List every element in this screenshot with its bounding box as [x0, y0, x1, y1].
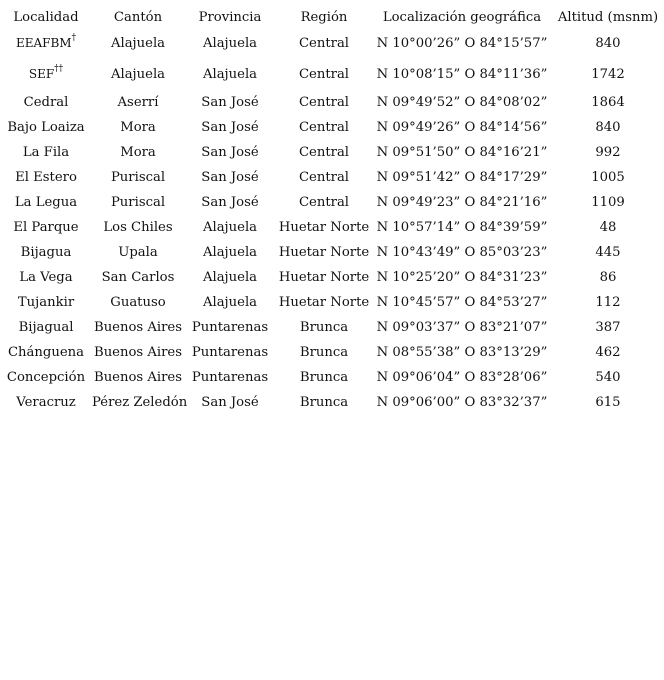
- locality-table: [0, 6, 664, 415]
- cell-region: Brunca: [299, 395, 349, 410]
- cell-altitud: 86: [599, 270, 617, 285]
- cell-canton: Buenos Aires: [94, 345, 182, 360]
- table-row: [0, 59, 664, 90]
- table-row: [0, 290, 664, 315]
- cell-localizacion: N 08°55’38” O 83°13’29”: [376, 345, 548, 360]
- cell-localidad: El Parque: [13, 220, 79, 235]
- cell-canton: Upala: [118, 245, 158, 260]
- cell-canton: Puriscal: [110, 170, 166, 185]
- table-row: [0, 240, 664, 265]
- cell-canton: Alajuela: [110, 67, 166, 82]
- table-row: [0, 365, 664, 390]
- cell-localizacion: N 10°00’26” O 84°15’57”: [376, 36, 548, 51]
- header-region: Región: [300, 9, 348, 25]
- footnote-mark: †: [71, 32, 77, 43]
- cell-region: Central: [298, 67, 350, 82]
- cell-localidad: Veracruz: [16, 395, 76, 410]
- cell-localizacion: N 09°49’26” O 84°14’56”: [376, 120, 548, 135]
- cell-region: Central: [298, 195, 350, 210]
- cell-canton: Alajuela: [110, 36, 166, 51]
- cell-localidad: La Legua: [14, 195, 78, 210]
- cell-provincia: San José: [201, 120, 259, 135]
- cell-localidad: Bijagual: [18, 320, 74, 335]
- cell-canton: Guatuso: [110, 295, 166, 310]
- cell-localizacion: N 10°45’57” O 84°53’27”: [376, 295, 548, 310]
- cell-localidad: Bijagua: [20, 245, 72, 260]
- cell-region: Central: [298, 95, 350, 110]
- header-provincia: Provincia: [198, 9, 262, 25]
- table-row: [0, 140, 664, 165]
- cell-altitud: 1742: [591, 67, 625, 82]
- cell-provincia: Alajuela: [202, 220, 258, 235]
- cell-provincia: Puntarenas: [191, 320, 269, 335]
- cell-provincia: Puntarenas: [191, 370, 269, 385]
- cell-provincia: Alajuela: [202, 270, 258, 285]
- table-row: [0, 115, 664, 140]
- cell-altitud: 1109: [591, 195, 625, 210]
- cell-canton: San Carlos: [101, 270, 175, 285]
- table-row: [0, 190, 664, 215]
- cell-altitud: 48: [599, 220, 617, 235]
- cell-localizacion: N 10°25’20” O 84°31’23”: [376, 270, 548, 285]
- cell-canton: Puriscal: [110, 195, 166, 210]
- cell-localizacion: N 09°06’04” O 83°28’06”: [376, 370, 548, 385]
- cell-localizacion: N 09°06’00” O 83°32’37”: [376, 395, 548, 410]
- cell-region: Huetar Norte: [278, 245, 370, 260]
- cell-provincia: Puntarenas: [191, 345, 269, 360]
- cell-localizacion: N 09°51’42” O 84°17’29”: [376, 170, 548, 185]
- cell-provincia: Alajuela: [202, 295, 258, 310]
- table-header: [0, 6, 664, 28]
- cell-provincia: Alajuela: [202, 36, 258, 51]
- table-row: [0, 390, 664, 415]
- cell-altitud: 387: [595, 320, 621, 335]
- cell-altitud: 112: [595, 295, 621, 310]
- cell-altitud: 462: [595, 345, 621, 360]
- footnote-mark: ††: [54, 63, 64, 74]
- cell-localizacion: N 09°03’37” O 83°21’07”: [376, 320, 548, 335]
- cell-provincia: San José: [201, 145, 259, 160]
- cell-canton: Los Chiles: [103, 220, 173, 235]
- cell-altitud: 540: [595, 370, 621, 385]
- table-row: [0, 90, 664, 115]
- cell-localidad: Cedral: [23, 95, 69, 110]
- cell-region: Central: [298, 120, 350, 135]
- cell-localidad: EEAFBM†: [15, 32, 77, 50]
- cell-provincia: Alajuela: [202, 245, 258, 260]
- cell-localidad: Bajo Loaiza: [7, 120, 85, 135]
- table-row: [0, 28, 664, 59]
- cell-altitud: 992: [595, 145, 621, 160]
- cell-altitud: 615: [595, 395, 621, 410]
- cell-altitud: 1005: [591, 170, 625, 185]
- cell-localidad: Chánguena: [7, 345, 85, 360]
- cell-altitud: 445: [595, 245, 621, 260]
- cell-region: Huetar Norte: [278, 270, 370, 285]
- cell-region: Brunca: [299, 370, 349, 385]
- cell-region: Huetar Norte: [278, 295, 370, 310]
- cell-canton: Aserrí: [117, 95, 159, 110]
- cell-provincia: San José: [201, 95, 259, 110]
- cell-region: Huetar Norte: [278, 220, 370, 235]
- cell-region: Brunca: [299, 345, 349, 360]
- cell-localizacion: N 09°51’50” O 84°16’21”: [376, 145, 548, 160]
- table-row: [0, 340, 664, 365]
- cell-altitud: 840: [595, 36, 621, 51]
- cell-provincia: San José: [201, 395, 259, 410]
- cell-localidad: Concepción: [6, 370, 86, 385]
- cell-localizacion: N 10°08’15” O 84°11’36”: [376, 67, 548, 82]
- cell-region: Brunca: [299, 320, 349, 335]
- cell-region: Central: [298, 145, 350, 160]
- cell-altitud: 1864: [591, 95, 625, 110]
- header-altitud: Altitud (msnm): [557, 9, 659, 25]
- table-row: [0, 215, 664, 240]
- table-row: [0, 265, 664, 290]
- cell-canton: Pérez Zeledón: [92, 395, 188, 410]
- cell-canton: Mora: [120, 145, 156, 160]
- cell-region: Central: [298, 170, 350, 185]
- cell-canton: Buenos Aires: [94, 370, 182, 385]
- header-localidad: Localidad: [13, 9, 79, 25]
- cell-canton: Buenos Aires: [94, 320, 182, 335]
- cell-localidad: SEF††: [28, 63, 64, 81]
- cell-localidad: La Fila: [22, 145, 70, 160]
- cell-localidad: La Vega: [19, 270, 73, 285]
- table-row: [0, 165, 664, 190]
- header-canton: Cantón: [113, 9, 163, 25]
- cell-localidad: El Estero: [15, 170, 77, 185]
- cell-localizacion: N 09°49’23” O 84°21’16”: [376, 195, 548, 210]
- header-localizacion: Localización geográfica: [382, 9, 542, 25]
- table-body: [0, 28, 664, 415]
- cell-localidad: Tujankir: [17, 295, 75, 310]
- cell-provincia: San José: [201, 195, 259, 210]
- cell-provincia: Alajuela: [202, 67, 258, 82]
- cell-region: Central: [298, 36, 350, 51]
- cell-provincia: San José: [201, 170, 259, 185]
- cell-localizacion: N 09°49’52” O 84°08’02”: [376, 95, 548, 110]
- cell-localizacion: N 10°43’49” O 85°03’23”: [376, 245, 548, 260]
- table-row: [0, 315, 664, 340]
- cell-altitud: 840: [595, 120, 621, 135]
- cell-localizacion: N 10°57’14” O 84°39’59”: [376, 220, 548, 235]
- cell-canton: Mora: [120, 120, 156, 135]
